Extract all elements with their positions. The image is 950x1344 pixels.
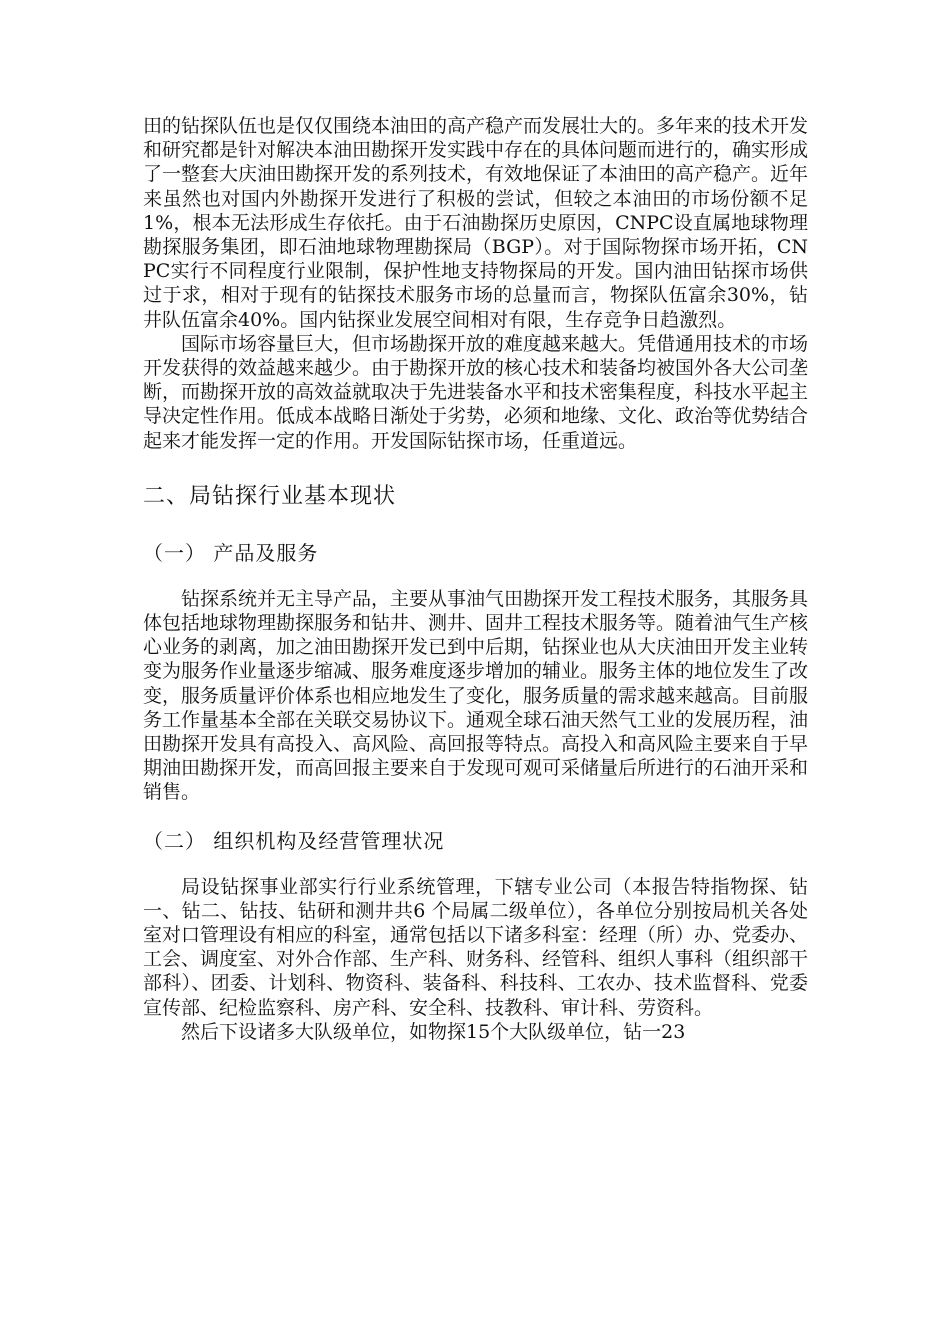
section-heading: 二、局钻探行业基本现状	[143, 483, 397, 509]
subsection-heading: （一） 产品及服务	[143, 540, 319, 565]
body-paragraph: 钻探系统并无主导产品，主要从事油气田勘探开发工程技术服务，其服务具体包括地球物理勘探服务和钻井、测井、固井工程技术服务等。随着油气生产核心业务的剥离，加之油田勘探开发已到中后期，钻探业也从大庆油田开发主业转变为服务作业量逐步缩减、服务难度逐步增加的辅业。服务主体的地位发生了改变，服务质量评价体系也相应地发生了变化，服务质量的需求越来越高。目前服务工作量基本全部在关联交易协议下。通观全球石油天然气工业的发展历程，油田勘探开发具有高投入、高风险、高回报等特点。高投入和高风险主要来自于早期油田勘探开发，而高回报主要来自于发现可观可采储量后所进行的石油开采和销售。	[143, 587, 809, 804]
body-paragraph: 田的钻探队伍也是仅仅围绕本油田的高产稳产而发展壮大的。多年来的技术开发和研究都是针对解决本油田勘探开发实践中存在的具体问题而进行的，确实形成了一整套大庆油田勘探开发的系列技术，有效地保证了本油田的高产稳产。近年来虽然也对国内外勘探开发进行了积极的尝试，但较之本油田的市场份额不足1%，根本无法形成生存依托。由于石油勘探历史原因，CNPC设直属地球物理勘探服务集团，即石油地球物理勘探局（BGP）。对于国际物探市场开拓，CNPC实行不同程度行业限制，保护性地支持物探局的开发。国内油田钻探市场供过于求，相对于现有的钻探技术服务市场的总量而言，物探队伍富余30%，钻井队伍富余40%。国内钻探业发展空间相对有限，生存竞争日趋激烈。	[143, 115, 809, 331]
body-paragraph: 局设钻探事业部实行行业系统管理，下辖专业公司（本报告特指物探、钻一、钻二、钻技、钻研和测井共6 个局属二级单位），各单位分别按局机关各处室对口管理设有相应的科室，通常包括以下诸多科室：经理（所）办、党委办、工会、调度室、对外合作部、生产科、财务科、经管科、组织人事科（组织部干部科）、团委、计划科、物资科、装备科、科技科、工农办、技术监督科、党委宣传部、纪检监察科、房产科、安全科、技教科、审计科、劳资科。	[143, 875, 809, 1019]
document-page	[143, 114, 808, 1044]
body-paragraph: 国际市场容量巨大，但市场勘探开放的难度越来越大。凭借通用技术的市场开发获得的效益越来越少。由于勘探开放的核心技术和装备均被国外各大公司垄断，而勘探开放的高效益就取决于先进装备水平和技术密集程度，科技水平起主导决定性作用。低成本战略日渐处于劣势，必须和地缘、文化、政治等优势结合起来才能发挥一定的作用。开发国际钻探市场，任重道远。	[143, 332, 809, 452]
body-paragraph: 然后下设诸多大队级单位，如物探15个大队级单位，钻一23	[181, 1020, 686, 1043]
subsection-heading: （二） 组织机构及经营管理状况	[143, 828, 445, 853]
